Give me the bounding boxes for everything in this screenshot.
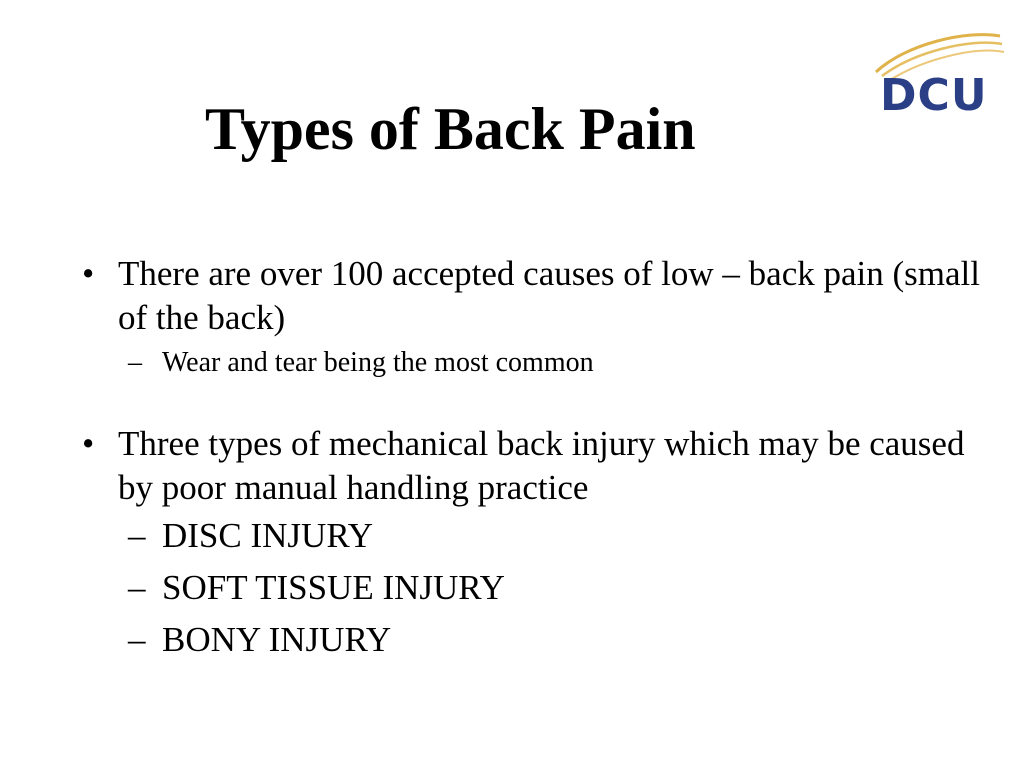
sub-bullet-item [80,614,980,666]
logo-text: DCU [880,70,988,121]
sub-bullet-item [80,346,980,380]
bullet-item [80,422,980,510]
sub-bullet-text: SOFT TISSUE INJURY [162,568,505,607]
dash-mark: – [128,568,146,607]
dash-mark: – [128,620,146,659]
dash-mark: – [128,347,142,378]
slide-title: Types of Back Pain [205,96,696,162]
bullet-text: Three types of mechanical back injury which may be caused by poor manual handling practice [118,424,965,507]
dcu-logo [866,24,1006,124]
bullet-mark: • [82,424,95,463]
sub-bullet-text: Wear and tear being the most common [162,347,594,378]
sub-bullet-text: DISC INJURY [162,516,374,555]
bullet-text: There are over 100 accepted causes of low – back pain (small of the back) [118,254,980,337]
dash-mark: – [128,516,146,555]
spacer [80,380,980,422]
slide-body [80,252,980,666]
bullet-mark: • [82,254,95,293]
sub-bullet-text: BONY INJURY [162,620,392,659]
sub-bullet-item [80,510,980,562]
bullet-item [80,252,980,340]
sub-bullet-item [80,562,980,614]
